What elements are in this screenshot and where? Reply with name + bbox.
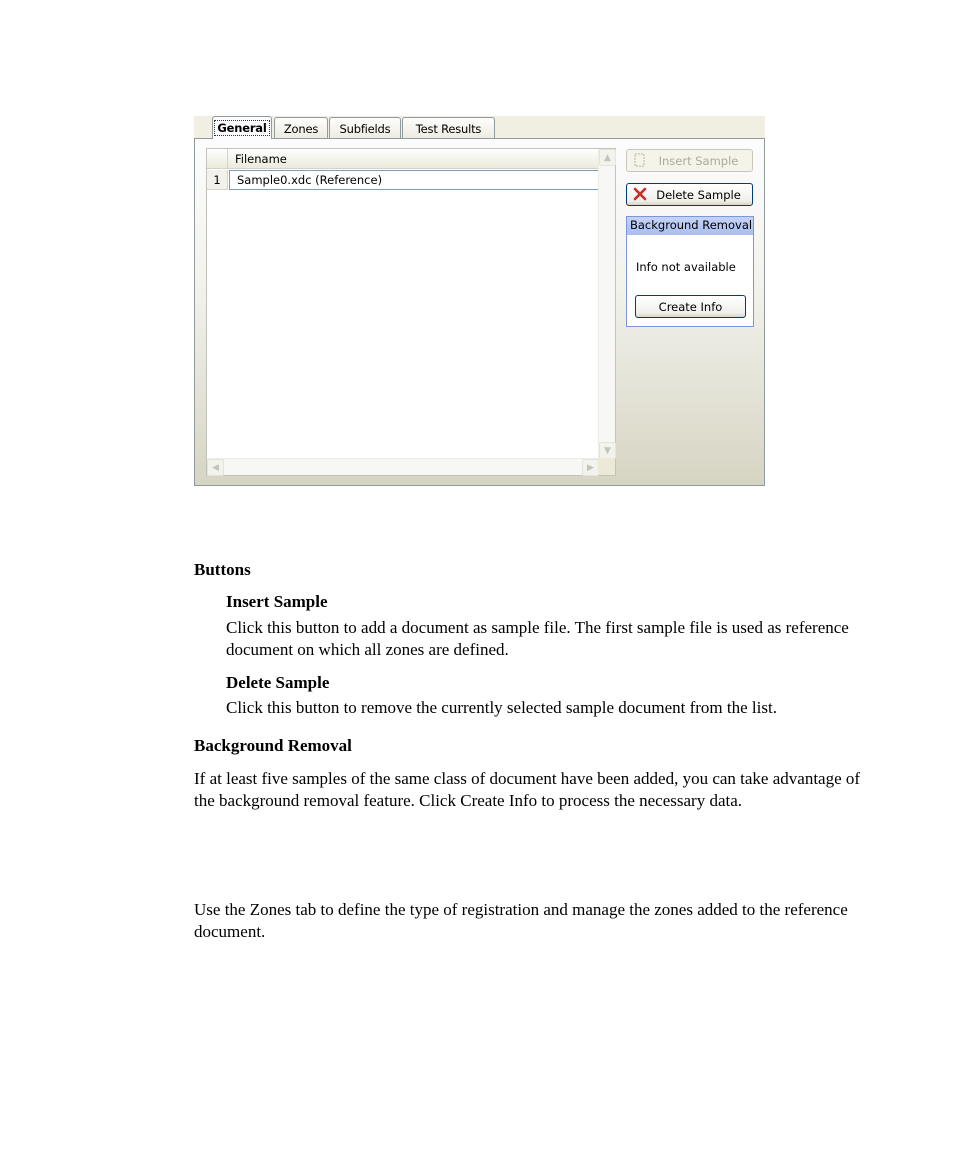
grid-header bbox=[207, 149, 599, 169]
scroll-up-icon[interactable]: ▲ bbox=[599, 149, 616, 166]
tab-subfields[interactable]: Subfields bbox=[329, 117, 401, 139]
delete-x-icon bbox=[633, 187, 647, 201]
delete-sample-heading: Delete Sample bbox=[226, 673, 330, 692]
create-info-button[interactable]: Create Info bbox=[635, 295, 746, 318]
zones-tab-description: Use the Zones tab to define the type of registration and manage the zones added to the reference document. bbox=[194, 900, 848, 941]
insert-sample-label: Insert Sample bbox=[658, 153, 739, 168]
tab-zones[interactable]: Zones bbox=[274, 117, 328, 139]
insert-sample-heading: Insert Sample bbox=[226, 592, 328, 611]
grid-corner bbox=[207, 149, 228, 169]
tab-divider bbox=[194, 138, 765, 139]
scrollbar-corner bbox=[598, 458, 615, 475]
delete-sample-label: Delete Sample bbox=[656, 187, 741, 202]
tab-general[interactable] bbox=[212, 116, 272, 139]
general-tab-panel bbox=[194, 138, 765, 486]
background-removal-group bbox=[626, 216, 754, 327]
insert-sample-button[interactable] bbox=[626, 149, 753, 172]
tab-strip bbox=[194, 116, 765, 138]
background-removal-heading: Background Removal bbox=[194, 736, 352, 755]
column-header-filename[interactable]: Filename bbox=[235, 152, 287, 166]
row-number[interactable]: 1 bbox=[207, 170, 228, 190]
horizontal-scrollbar[interactable] bbox=[207, 458, 599, 475]
tab-general-label: General bbox=[214, 120, 269, 136]
filename-cell[interactable]: Sample0.xdc (Reference) bbox=[229, 170, 599, 190]
screenshot-general-tab bbox=[194, 116, 765, 486]
delete-sample-description: Click this button to remove the currently selected sample document from the list. bbox=[226, 698, 777, 717]
scroll-down-icon[interactable]: ▼ bbox=[599, 442, 616, 459]
background-info-status: Info not available bbox=[636, 260, 736, 274]
tab-test-results[interactable]: Test Results bbox=[402, 117, 495, 139]
sample-file-grid[interactable] bbox=[206, 148, 616, 476]
background-removal-description: If at least five samples of the same class of document have been added, you can take advantage of the background removal feature. Click Create Info to process the necessary data. bbox=[194, 769, 861, 810]
scroll-right-icon[interactable]: ▶ bbox=[582, 459, 599, 476]
delete-sample-button[interactable] bbox=[626, 183, 753, 206]
insert-sample-description: Click this button to add a document as sample file. The first sample file is used as reference document on which all zones are defined. bbox=[226, 618, 849, 659]
scroll-left-icon[interactable]: ◀ bbox=[207, 459, 224, 476]
buttons-heading: Buttons bbox=[194, 560, 251, 579]
background-removal-title: Background Removal bbox=[627, 217, 753, 235]
insert-document-icon bbox=[633, 153, 647, 167]
vertical-scrollbar[interactable] bbox=[598, 149, 615, 459]
